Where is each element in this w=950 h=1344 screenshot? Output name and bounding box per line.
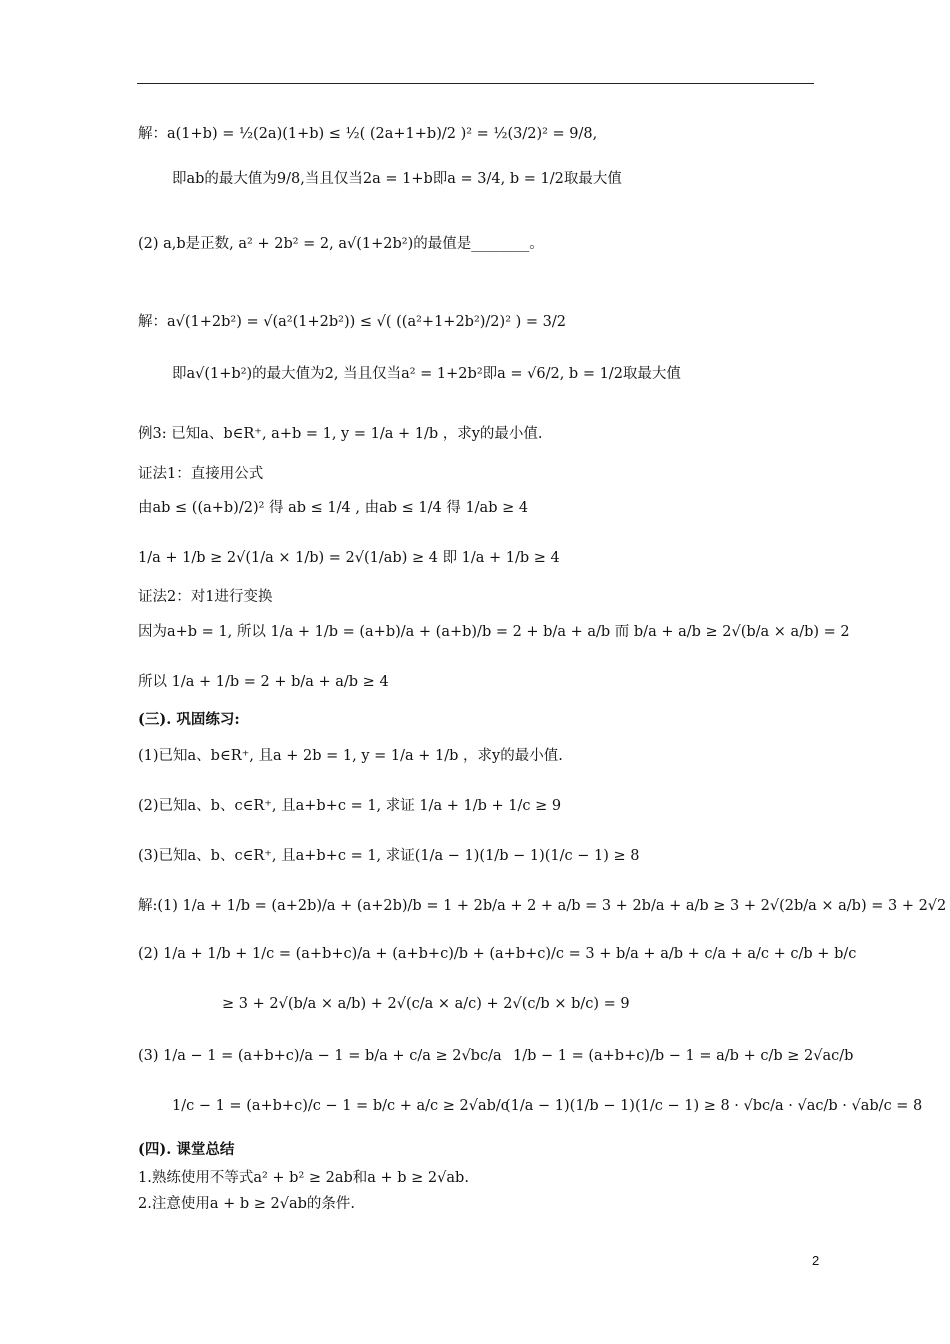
line-text: 因为a+b = 1, 所以 1/a + 1/b = (a+b)/a + (a+b)/b = 2 + b/a + a/b 而 b/a + a/b ≥ 2√(b/a × a/b) = 2 xyxy=(138,623,850,640)
line-text: 证法2：对1进行变换 xyxy=(138,588,273,605)
line-sol2-l2 xyxy=(172,344,681,400)
line-text: 解：a(1+b) = ½(2a)(1+b) ≤ ½( (2a+1+b)/2 )² = ½(3/2)² = 9/8, xyxy=(138,125,598,142)
line-text: (四). 课堂总结 xyxy=(138,1140,235,1158)
line-ans3-l1 xyxy=(138,1028,502,1084)
line-text: ≥ 3 + 2√(b/a × a/b) + 2√(c/a × a/c) + 2√(c/b × b/c) = 9 xyxy=(222,996,630,1012)
line-text: 1/a + 1/b ≥ 2√(1/a × 1/b) = 2√(1/ab) ≥ 4 即 1/a + 1/b ≥ 4 xyxy=(138,549,560,566)
line-ans2-l2 xyxy=(222,976,630,1032)
line-text: (2) a,b是正数, a² + 2b² = 2, a√(1+2b²)的最值是________。 xyxy=(138,235,544,252)
line-text: 即ab的最大值为9/8,当且仅当2a = 1+b即a = 3/4, b = 1/2取最大值 xyxy=(172,170,622,187)
line-prob2 xyxy=(138,214,544,270)
line-text: 所以 1/a + 1/b = 2 + b/a + a/b ≥ 4 xyxy=(138,673,389,690)
line-text: 1/b − 1 = (a+b+c)/b − 1 = a/b + c/b ≥ 2√ac/b xyxy=(513,1048,854,1064)
line-sum2 xyxy=(138,1174,355,1230)
line-text: 1/c − 1 = (a+b+c)/c − 1 = b/c + a/c ≥ 2√ab/c xyxy=(172,1098,509,1114)
line-text: (1)已知a、b∈R⁺, 且a + 2b = 1, y = 1/a + 1/b ，求y的最小值. xyxy=(138,747,563,764)
line-text: (2)已知a、b、c∈R⁺, 且a+b+c = 1, 求证 1/a + 1/b + 1/c ≥ 9 xyxy=(138,797,562,814)
line-text: 即a√(1+b²)的最大值为2, 当且仅当a² = 1+2b²即a = √6/2, b = 1/2取最大值 xyxy=(172,365,681,382)
line-ans1 xyxy=(138,876,946,932)
line-text: (1/a − 1)(1/b − 1)(1/c − 1) ≥ 8 · √bc/a · √ac/b · √ab/c = 8 xyxy=(505,1098,923,1114)
line-ex-3 xyxy=(138,826,639,882)
line-ans3-l2b xyxy=(505,1078,922,1134)
line-ex-2 xyxy=(138,776,561,832)
line-text: 1.熟练使用不等式a² + b² ≥ 2ab和a + b ≥ 2√ab. xyxy=(138,1169,469,1186)
line-ex-1 xyxy=(138,726,563,782)
line-ans2-l1 xyxy=(138,926,856,982)
line-text: (三). 巩固练习: xyxy=(138,710,240,728)
line-text: 证法1：直接用公式 xyxy=(138,465,264,482)
line-text: (2) 1/a + 1/b + 1/c = (a+b+c)/a + (a+b+c)/b + (a+b+c)/c = 3 + b/a + a/b + c/a + a/c + c/b + b/c xyxy=(138,946,857,962)
line-m2-l1 xyxy=(138,602,850,658)
line-sol1-l2 xyxy=(172,149,622,205)
page-number: 2 xyxy=(812,1253,820,1268)
line-text: 由ab ≤ ((a+b)/2)² 得 ab ≤ 1/4 , 由ab ≤ 1/4 得 1/ab ≥ 4 xyxy=(138,499,529,516)
line-text: 解:(1) 1/a + 1/b = (a+2b)/a + (a+2b)/b = 1 + 2b/a + 2 + a/b = 3 + 2b/a + a/b ≥ 3 + 2√(2b/a × a/b) = 3 + 2√2 xyxy=(138,897,947,914)
line-text: (3) 1/a − 1 = (a+b+c)/a − 1 = b/a + c/a ≥ 2√bc/a xyxy=(138,1048,502,1064)
line-sol2-l1 xyxy=(138,292,566,348)
line-m1-l1 xyxy=(138,478,528,534)
line-ans3-l1b xyxy=(513,1028,853,1084)
header-rule xyxy=(137,83,814,84)
line-text: 2.注意使用a + b ≥ 2√ab的条件. xyxy=(138,1195,355,1212)
line-text: (3)已知a、b、c∈R⁺, 且a+b+c = 1, 求证(1/a − 1)(1/b − 1)(1/c − 1) ≥ 8 xyxy=(138,847,640,864)
line-text: 解：a√(1+2b²) = √(a²(1+2b²)) ≤ √( ((a²+1+2b²)/2)² ) = 3/2 xyxy=(138,313,566,330)
line-text: 例3: 已知a、b∈R⁺, a+b = 1, y = 1/a + 1/b ，求y的最小值. xyxy=(138,425,543,442)
